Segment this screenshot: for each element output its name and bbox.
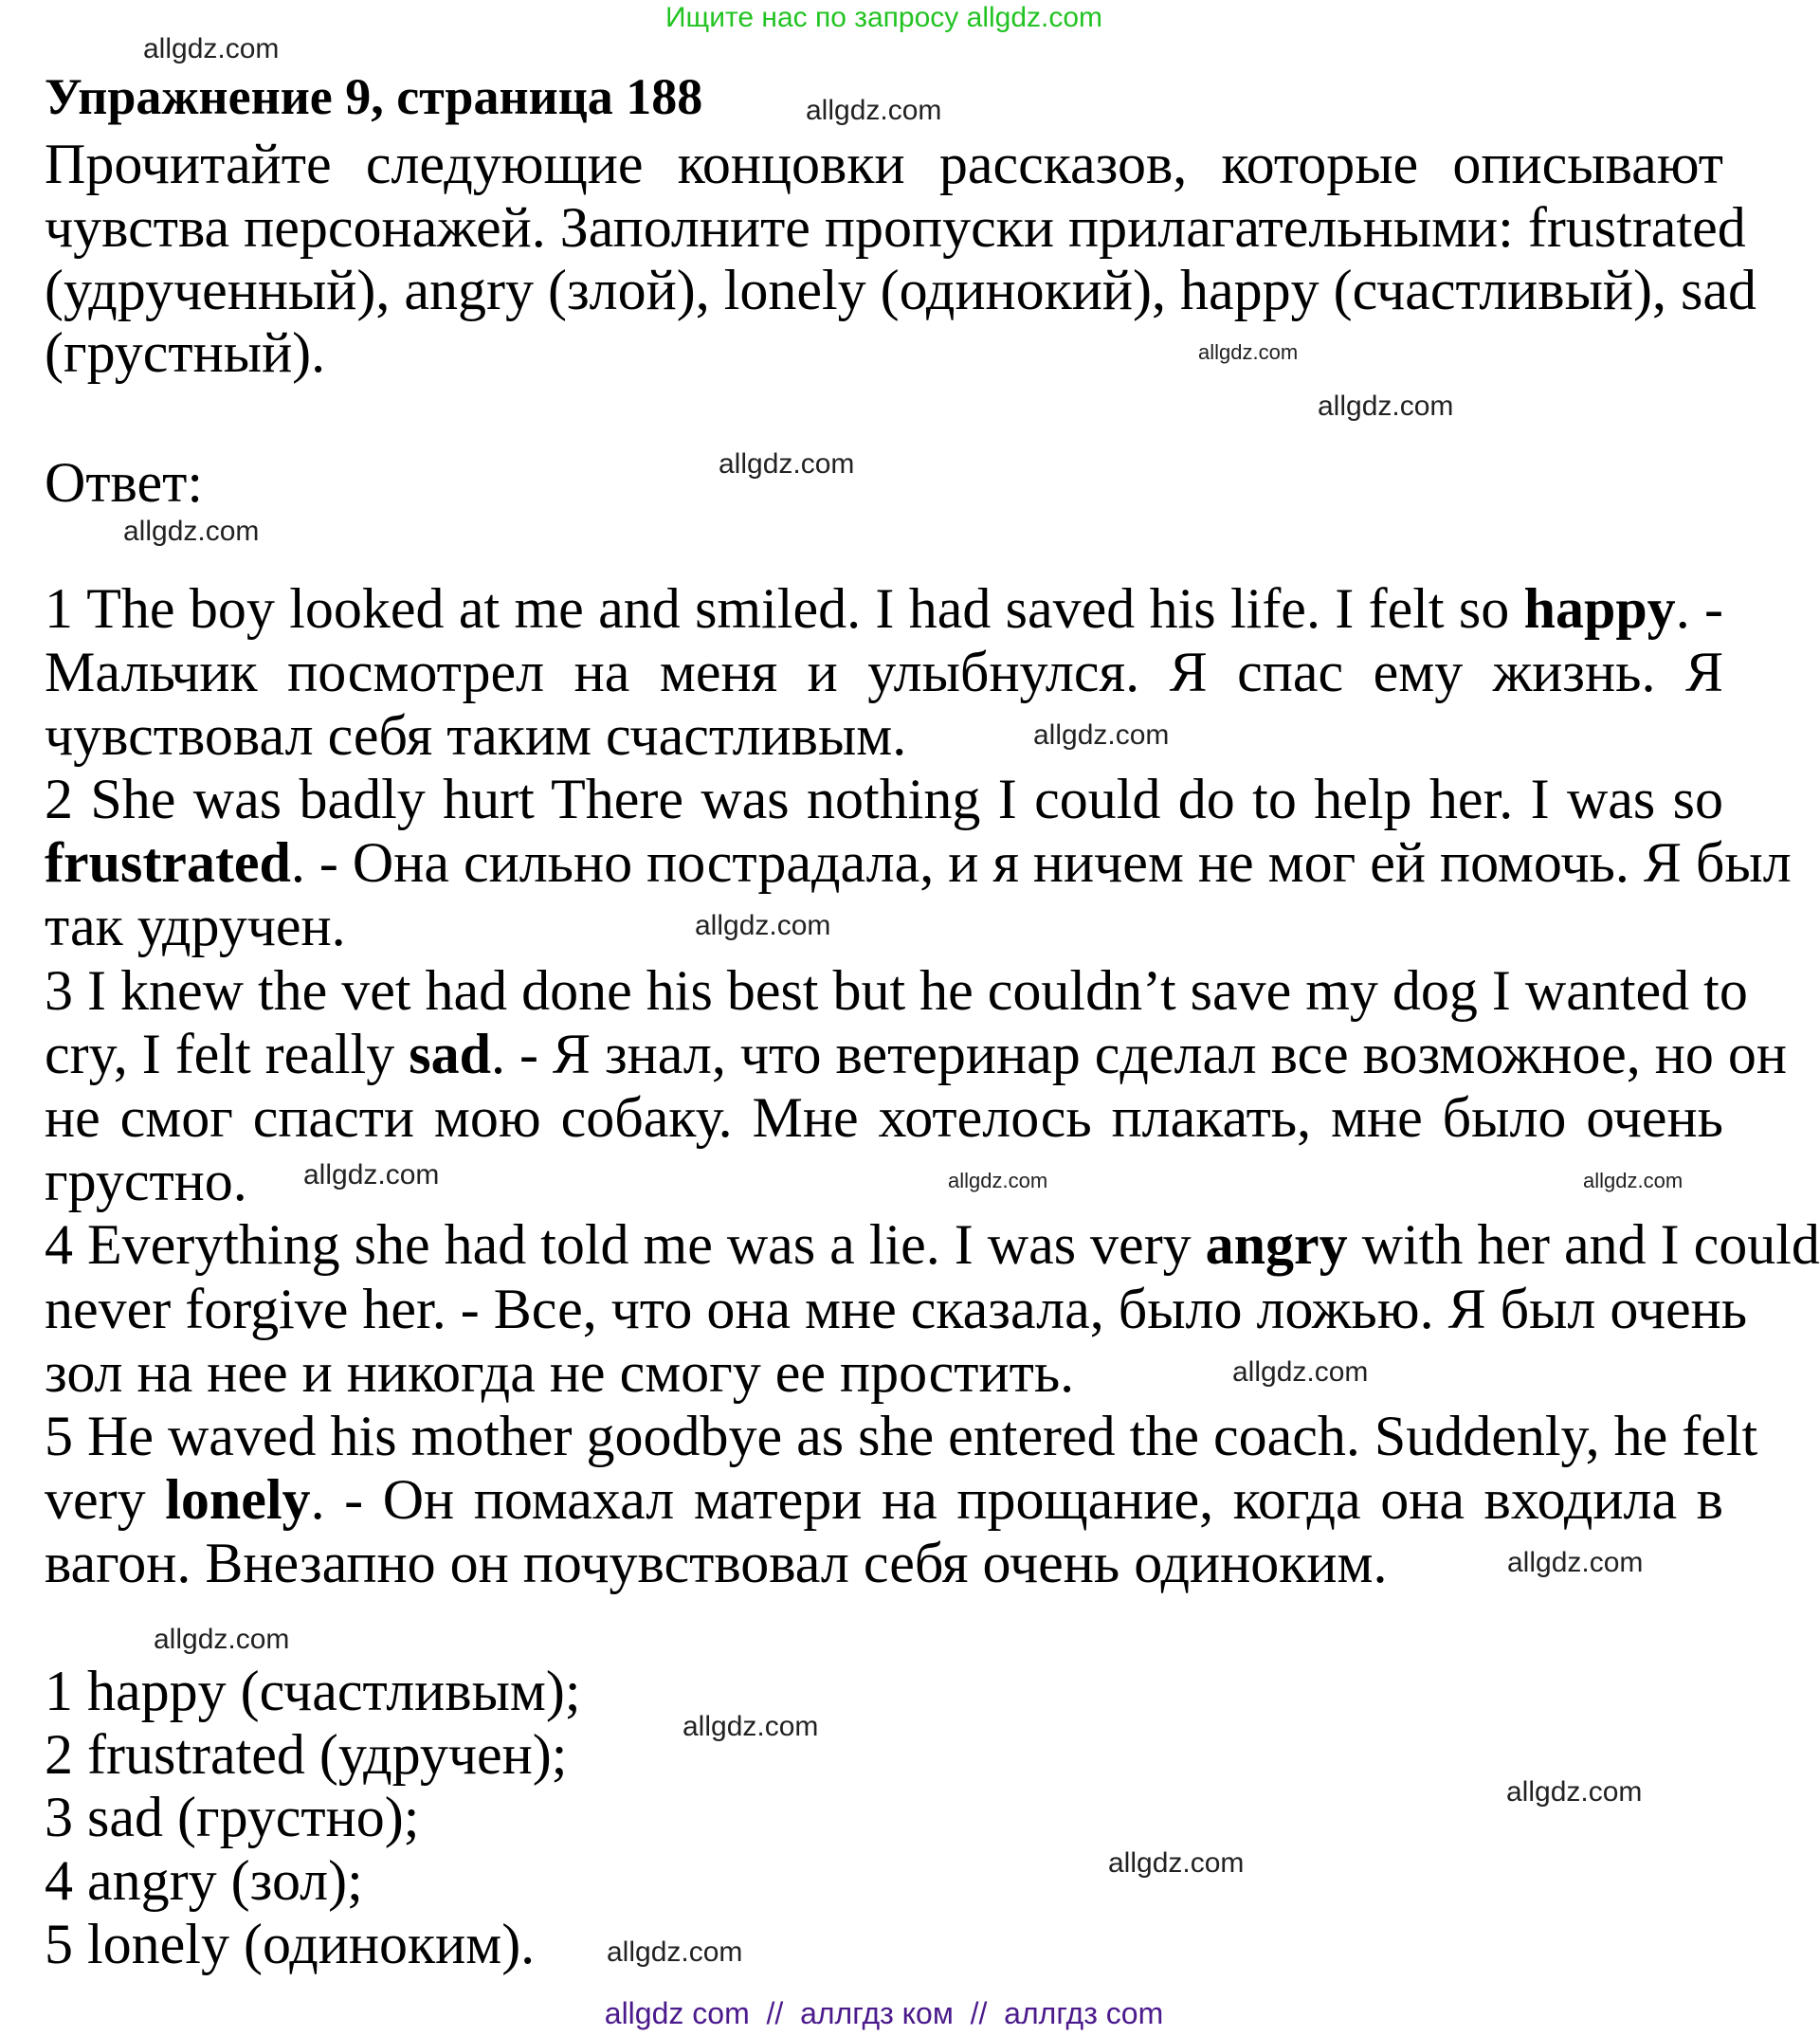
watermark: allgdz.com: [1108, 1847, 1245, 1879]
answer-5-line: 5 He waved his mother goodbye as she entered the coach. Suddenly, he felt: [45, 1405, 1758, 1467]
answer-3-line: 3 I knew the vet had done his best but he couldn’t save my dog I wanted to: [45, 959, 1748, 1022]
answer-1-line: [45, 579, 1723, 638]
answer-5-line: вагон. Внезапно он почувствовал себя очень одиноким.: [45, 1532, 1388, 1594]
intro-line: чувства персонажей. Заполните пропуски прилагательными: frustrated: [45, 196, 1746, 259]
answer-word: happy: [1523, 577, 1676, 640]
text: with her and I could: [1347, 1213, 1820, 1276]
text: . - Она сильно пострадала, и я ничем не мог ей помочь. Я был: [290, 831, 1792, 894]
answer-word: frustrated: [45, 831, 291, 894]
summary-item: 3 sad (грустно);: [45, 1786, 420, 1848]
watermark: allgdz.com: [1232, 1356, 1369, 1388]
watermark: allgdz.com: [1198, 340, 1299, 364]
watermark: allgdz.com: [719, 448, 855, 480]
summary-item: 5 lonely (одиноким).: [45, 1913, 536, 1975]
intro-line: (удрученный), angry (злой), lonely (одинокий), happy (счастливый), sad: [45, 259, 1756, 321]
answer-1-line: чувствовал себя таким счастливым.: [45, 704, 907, 767]
watermark: allgdz.com: [123, 516, 260, 547]
answer-2-line: так удручен.: [45, 895, 346, 957]
watermark: allgdz.com: [806, 95, 942, 126]
summary-item: 1 happy (счастливым);: [45, 1660, 581, 1722]
text: . - Я знал, что ветеринар сделал все возможное, но он: [490, 1023, 1787, 1085]
summary-item: 4 angry (зол);: [45, 1849, 363, 1912]
answer-2-line: 2 She was badly hurt There was nothing I could do to help her. I was so: [45, 768, 1723, 830]
answer-3-line: [45, 1023, 1787, 1085]
watermark: allgdz.com: [1506, 1776, 1643, 1808]
answer-word: angry: [1205, 1213, 1348, 1276]
answer-4-line: зол на нее и никогда не смогу ее простить.: [45, 1341, 1075, 1404]
page-title: Упражнение 9, страница 188: [45, 68, 703, 125]
text: cry, I felt really: [45, 1023, 410, 1085]
site-footer-note: allgdz com // аллгдз ком // аллгдз com: [604, 1996, 1164, 2030]
intro-line: Прочитайте следующие концовки рассказов, которые описывают: [45, 133, 1723, 195]
watermark: allgdz.com: [1033, 719, 1170, 751]
answer-5-line: [45, 1470, 1723, 1529]
answer-word: sad: [409, 1023, 491, 1085]
search-hint-banner: Ищите нас по запросу allgdz.com: [664, 2, 1103, 33]
answer-word: lonely: [165, 1468, 311, 1531]
answer-3-line: не смог спасти мою собаку. Мне хотелось плакать, мне было очень: [45, 1086, 1723, 1149]
summary-item: 2 frustrated (удручен);: [45, 1723, 568, 1786]
answer-4-line: [45, 1213, 1820, 1276]
watermark: allgdz.com: [695, 910, 831, 941]
answer-1-line: Мальчик посмотрел на меня и улыбнулся. Я спас ему жизнь. Я: [45, 641, 1723, 703]
answer-3-line: грустно.: [45, 1150, 247, 1212]
intro-line: (грустный).: [45, 321, 326, 384]
watermark: allgdz.com: [682, 1711, 819, 1742]
answer-4-line: never forgive her. - Все, что она мне сказала, было ложью. Я был очень: [45, 1278, 1748, 1340]
text: . - Он помахал матери на прощание, когда она входила в: [310, 1468, 1723, 1531]
text: 1 The boy looked at me and smiled. I had saved his life. I felt so: [45, 577, 1524, 640]
watermark: allgdz.com: [143, 33, 280, 64]
answer-2-line: [45, 831, 1792, 894]
watermark: allgdz.com: [948, 1169, 1048, 1192]
watermark: allgdz.com: [154, 1624, 290, 1655]
text: . -: [1675, 577, 1724, 640]
watermark: allgdz.com: [607, 1936, 743, 1968]
watermark: allgdz.com: [303, 1159, 440, 1191]
watermark: allgdz.com: [1318, 391, 1454, 422]
answer-label: Ответ:: [45, 451, 204, 514]
watermark: allgdz.com: [1507, 1547, 1644, 1578]
text: very: [45, 1468, 166, 1531]
watermark: allgdz.com: [1583, 1169, 1684, 1192]
text: 4 Everything she had told me was a lie. I was very: [45, 1213, 1206, 1276]
